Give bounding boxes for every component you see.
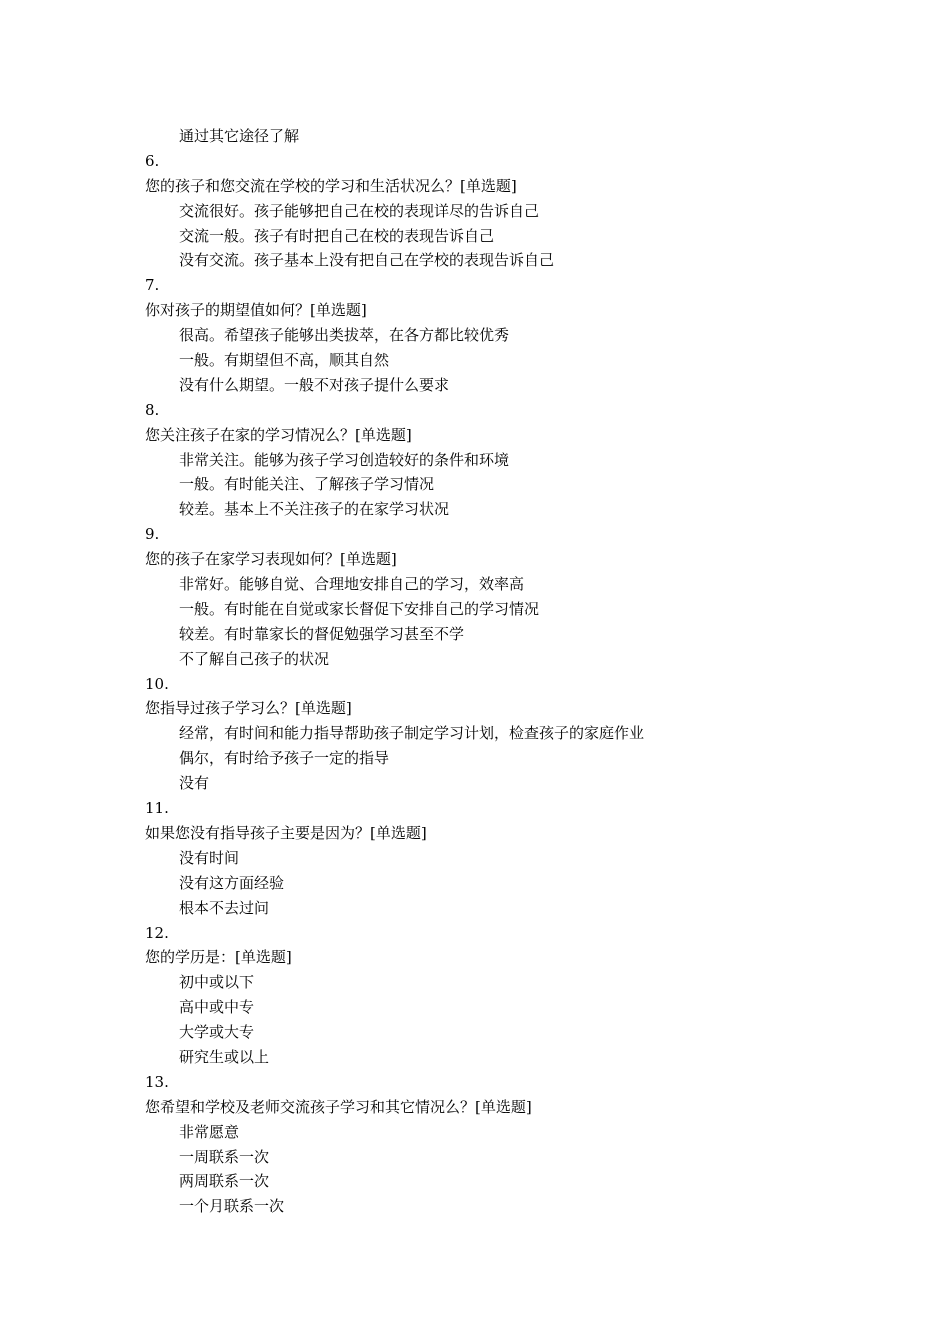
option: 很高。希望孩子能够出类拔萃，在各方都比较优秀: [179, 326, 510, 345]
question-number: 12.: [145, 923, 169, 942]
option: 一般。有期望但不高，顺其自然: [179, 351, 390, 370]
option: 大学或大专: [179, 1023, 255, 1042]
question-text: 您的学历是：[单选题]: [145, 948, 292, 967]
option: 两周联系一次: [179, 1172, 270, 1191]
survey-content: [145, 124, 865, 1219]
option: 没有这方面经验: [179, 873, 285, 892]
question-number: 6.: [145, 151, 160, 170]
option: 交流很好。孩子能够把自己在校的表现详尽的告诉自己: [179, 201, 540, 220]
option: 通过其它途径了解: [179, 127, 300, 145]
option: 一周联系一次: [179, 1147, 270, 1166]
question-text: 你对孩子的期望值如何？[单选题]: [145, 301, 367, 320]
option: 初中或以下: [179, 973, 255, 992]
question-text: 您指导过孩子学习么？[单选题]: [145, 699, 352, 718]
option: 没有交流。孩子基本上没有把自己在学校的表现告诉自己: [179, 251, 555, 270]
question-number: 10.: [145, 674, 169, 693]
question-text: 如果您没有指导孩子主要是因为？[单选题]: [145, 823, 427, 842]
option: 研究生或以上: [179, 1047, 270, 1066]
question-text: 您的孩子在家学习表现如何？[单选题]: [145, 550, 397, 569]
question-number: 11.: [145, 799, 169, 818]
option: 没有: [179, 774, 210, 793]
option: 一般。有时能在自觉或家长督促下安排自己的学习情况: [179, 599, 540, 618]
option: 较差。基本上不关注孩子的在家学习状况: [179, 500, 450, 519]
option: 较差。有时靠家长的督促勉强学习甚至不学: [179, 624, 465, 643]
question-number: 8.: [145, 400, 160, 419]
option: 一个月联系一次: [179, 1197, 285, 1216]
option: 交流一般。孩子有时把自己在校的表现告诉自己: [179, 226, 495, 245]
option: 非常关注。能够为孩子学习创造较好的条件和环境: [179, 450, 510, 469]
option: 没有时间: [179, 848, 240, 867]
option: 非常愿意: [179, 1122, 240, 1141]
option: 一般。有时能关注、了解孩子学习情况: [179, 475, 435, 494]
question-number: 13.: [145, 1072, 169, 1091]
option: 根本不去过问: [179, 898, 270, 917]
option: 不了解自己孩子的状况: [179, 649, 330, 668]
question-number: 7.: [145, 276, 160, 295]
question-text: 您希望和学校及老师交流孩子学习和其它情况么？[单选题]: [145, 1097, 532, 1116]
option: 偶尔，有时给予孩子一定的指导: [179, 749, 390, 768]
option: 非常好。能够自觉、合理地安排自己的学习，效率高: [179, 575, 525, 594]
option: 没有什么期望。一般不对孩子提什么要求: [179, 375, 450, 394]
question-number: 9.: [145, 525, 160, 544]
question-text: 您关注孩子在家的学习情况么？[单选题]: [145, 425, 412, 444]
question-text: 您的孩子和您交流在学校的学习和生活状况么？[单选题]: [145, 176, 517, 195]
option: 高中或中专: [179, 998, 255, 1017]
option: 经常，有时间和能力指导帮助孩子制定学习计划，检查孩子的家庭作业: [179, 724, 645, 743]
